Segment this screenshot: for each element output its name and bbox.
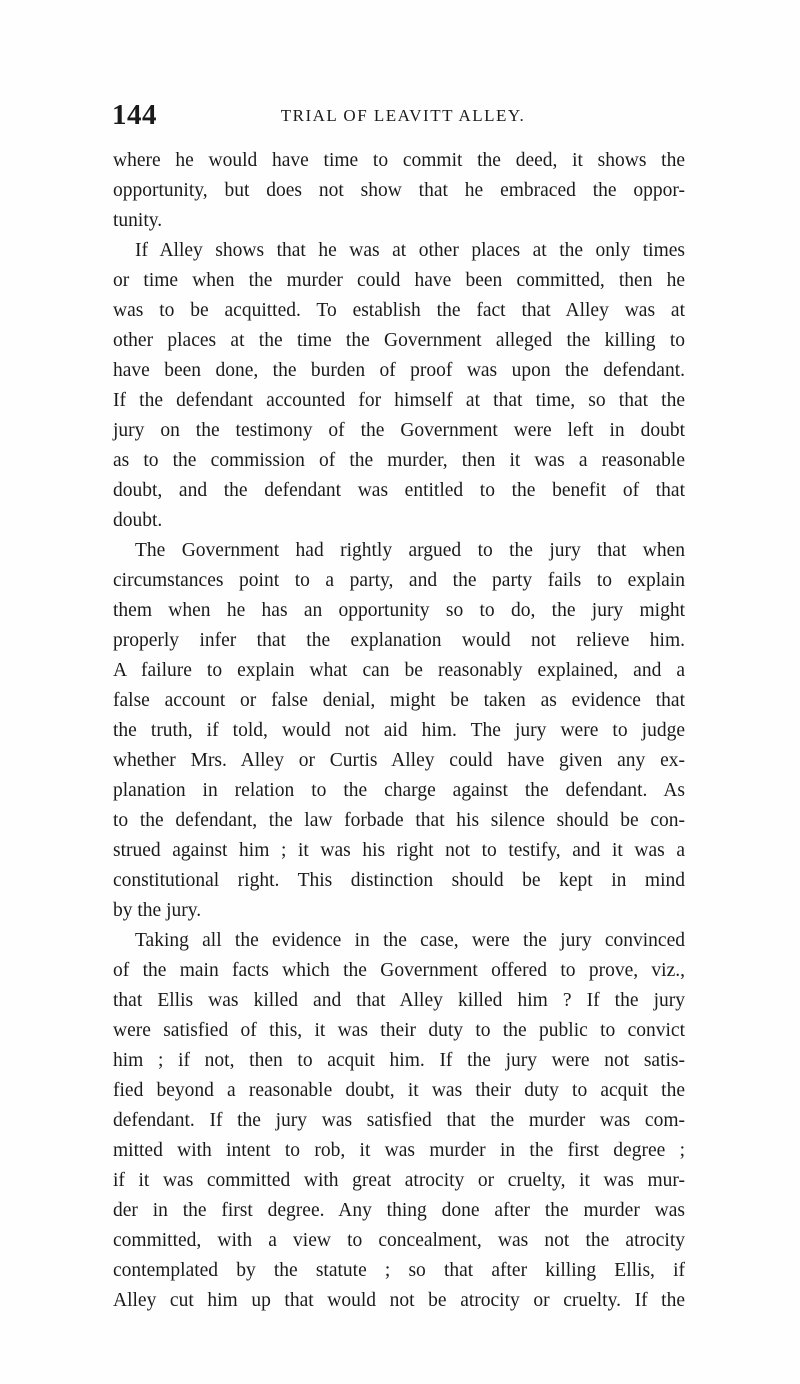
text-line: circumstances point to a party, and the party fails to explain	[113, 570, 685, 591]
page-header	[112, 100, 684, 130]
text-line: doubt.	[113, 510, 163, 531]
text-line: have been done, the burden of proof was upon the defendant.	[113, 360, 685, 381]
text-line: him ; if not, then to acquit him. If the jury were not satis-	[113, 1050, 685, 1071]
text-line: other places at the time the Government alleged the killing to	[113, 330, 685, 351]
text-line: them when he has an opportunity so to do, the jury might	[113, 600, 685, 621]
text-line: Taking all the evidence in the case, were the jury convinced	[135, 930, 685, 951]
text-line: If Alley shows that he was at other places at the only times	[135, 240, 685, 261]
text-line: Alley cut him up that would not be atrocity or cruelty. If the	[113, 1290, 685, 1311]
text-line: tunity.	[113, 210, 163, 231]
text-line: as to the commission of the murder, then it was a reasonable	[113, 450, 685, 471]
text-line: were satisfied of this, it was their duty to the public to convict	[113, 1020, 685, 1041]
text-line: If the defendant accounted for himself at that time, so that the	[113, 390, 685, 411]
text-line: der in the first degree. Any thing done after the murder was	[113, 1200, 685, 1221]
text-line: mitted with intent to rob, it was murder in the first degree ;	[113, 1140, 685, 1161]
body-text	[113, 146, 685, 1316]
text-line: that Ellis was killed and that Alley killed him ? If the jury	[113, 990, 685, 1011]
text-line: constitutional right. This distinction should be kept in mind	[113, 870, 685, 891]
text-line: or time when the murder could have been committed, then he	[113, 270, 685, 291]
text-line: doubt, and the defendant was entitled to the benefit of that	[113, 480, 685, 501]
text-line: the truth, if told, would not aid him. The jury were to judge	[113, 720, 685, 741]
text-line: jury on the testimony of the Government were left in doubt	[113, 420, 685, 441]
page-number: 144	[112, 99, 157, 131]
text-line: A failure to explain what can be reasonably explained, and a	[113, 660, 685, 681]
text-line: defendant. If the jury was satisfied that the murder was com-	[113, 1110, 685, 1131]
text-line: properly infer that the explanation would not relieve him.	[113, 630, 685, 651]
text-line: where he would have time to commit the deed, it shows the	[113, 150, 685, 171]
text-line: was to be acquitted. To establish the fact that Alley was at	[113, 300, 685, 321]
running-head: TRIAL OF LEAVITT ALLEY.	[280, 106, 526, 125]
text-line: whether Mrs. Alley or Curtis Alley could have given any ex-	[113, 750, 685, 771]
text-line: contemplated by the statute ; so that after killing Ellis, if	[113, 1260, 685, 1281]
text-line: to the defendant, the law forbade that his silence should be con-	[113, 810, 685, 831]
text-line: The Government had rightly argued to the jury that when	[135, 540, 685, 561]
text-line: strued against him ; it was his right not to testify, and it was a	[113, 840, 685, 861]
text-line: if it was committed with great atrocity or cruelty, it was mur-	[113, 1170, 685, 1191]
text-line: committed, with a view to concealment, was not the atrocity	[113, 1230, 685, 1251]
text-line: by the jury.	[113, 900, 202, 921]
text-line: fied beyond a reasonable doubt, it was their duty to acquit the	[113, 1080, 685, 1101]
text-line: of the main facts which the Government offered to prove, viz.,	[113, 960, 685, 981]
text-line: opportunity, but does not show that he embraced the oppor-	[113, 180, 685, 201]
text-line: planation in relation to the charge against the defendant. As	[113, 780, 685, 801]
text-line: false account or false denial, might be taken as evidence that	[113, 690, 685, 711]
